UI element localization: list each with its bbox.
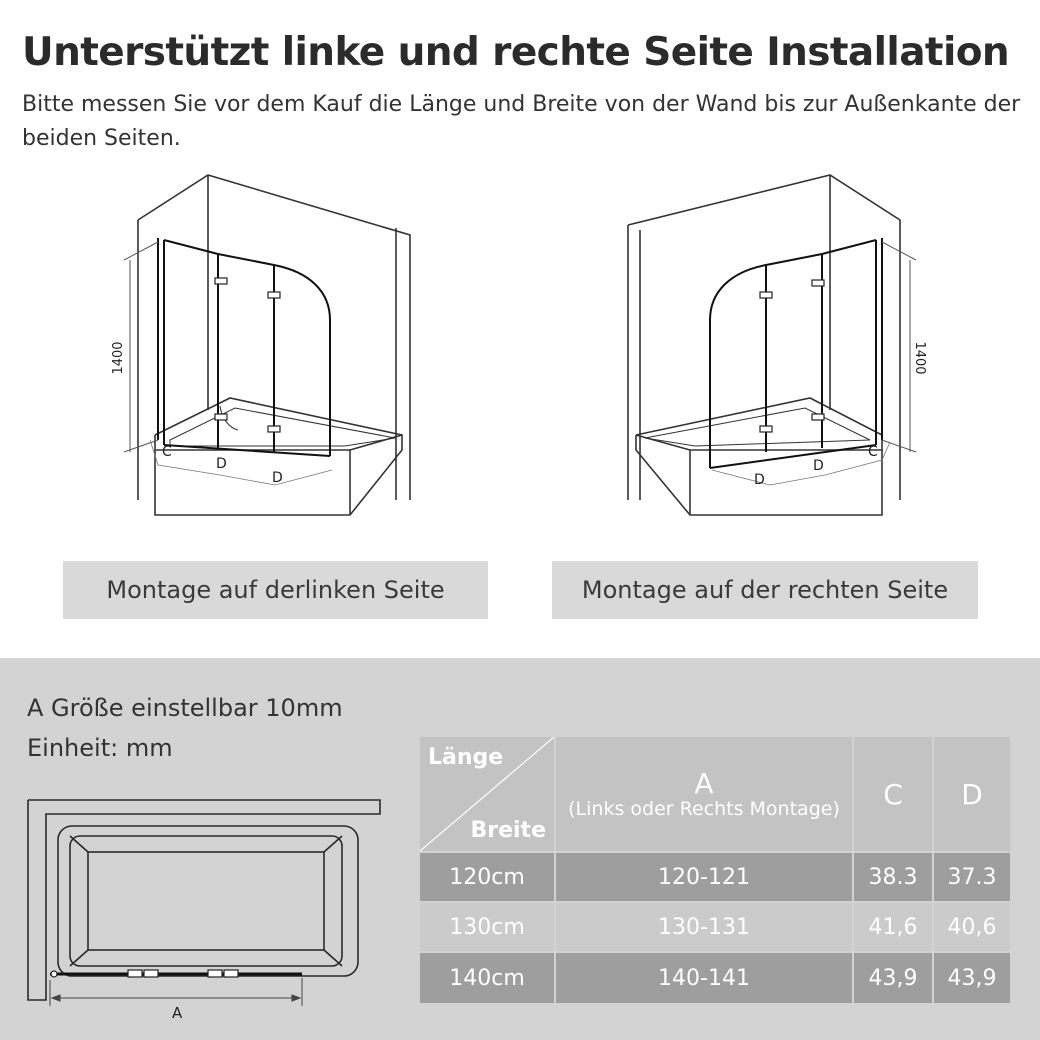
column-header-c: C: [854, 737, 932, 851]
table-cell-d: 37.3: [934, 853, 1010, 901]
corner-laenge: Länge: [428, 745, 504, 770]
right-panel-label-c: C: [868, 444, 878, 460]
column-a-title: A: [694, 766, 714, 800]
caption-left-installation: Montage auf derlinken Seite: [63, 561, 488, 619]
right-panel-label-d1: D: [754, 472, 765, 488]
table-cell-a: 130-131: [556, 903, 852, 951]
table-cell-d: 40,6: [934, 903, 1010, 951]
left-installation-drawing: [110, 170, 420, 530]
right-height-label: 1400: [912, 341, 927, 375]
left-panel-label-d2: D: [272, 470, 283, 486]
table-cell-breite: 130cm: [420, 903, 554, 951]
right-installation-drawing: [620, 170, 930, 530]
table-cell-c: 38.3: [854, 853, 932, 901]
caption-right-installation: Montage auf der rechten Seite: [552, 561, 978, 619]
page-subtitle: Bitte messen Sie vor dem Kauf die Länge und Breite von der Wand bis zur Außenkante der beiden Seiten.: [22, 92, 1021, 151]
top-view-plan-drawing: [20, 790, 390, 1034]
plan-dimension-a-label: A: [172, 1004, 183, 1022]
table-cell-breite: 140cm: [420, 953, 554, 1003]
table-corner-cell: [420, 737, 554, 851]
column-header-d: D: [934, 737, 1010, 851]
info-unit: Einheit: mm: [27, 734, 173, 762]
table-cell-a: 120-121: [556, 853, 852, 901]
left-panel-label-c: C: [162, 444, 172, 460]
info-adjustable: A Größe einstellbar 10mm: [27, 694, 343, 722]
table-cell-c: 43,9: [854, 953, 932, 1003]
table-cell-d: 43,9: [934, 953, 1010, 1003]
corner-breite: Breite: [470, 818, 546, 843]
column-a-subtitle: (Links oder Rechts Montage): [568, 797, 840, 820]
table-cell-a: 140-141: [556, 953, 852, 1003]
right-panel-label-d2: D: [813, 458, 824, 474]
left-panel-label-d1: D: [216, 456, 227, 472]
table-cell-breite: 120cm: [420, 853, 554, 901]
size-table: [420, 737, 1010, 1003]
column-header-a: [556, 737, 852, 851]
left-height-label: 1400: [111, 341, 126, 375]
page-title: Unterstützt linke und rechte Seite Installation: [22, 30, 1010, 75]
table-cell-c: 41,6: [854, 903, 932, 951]
